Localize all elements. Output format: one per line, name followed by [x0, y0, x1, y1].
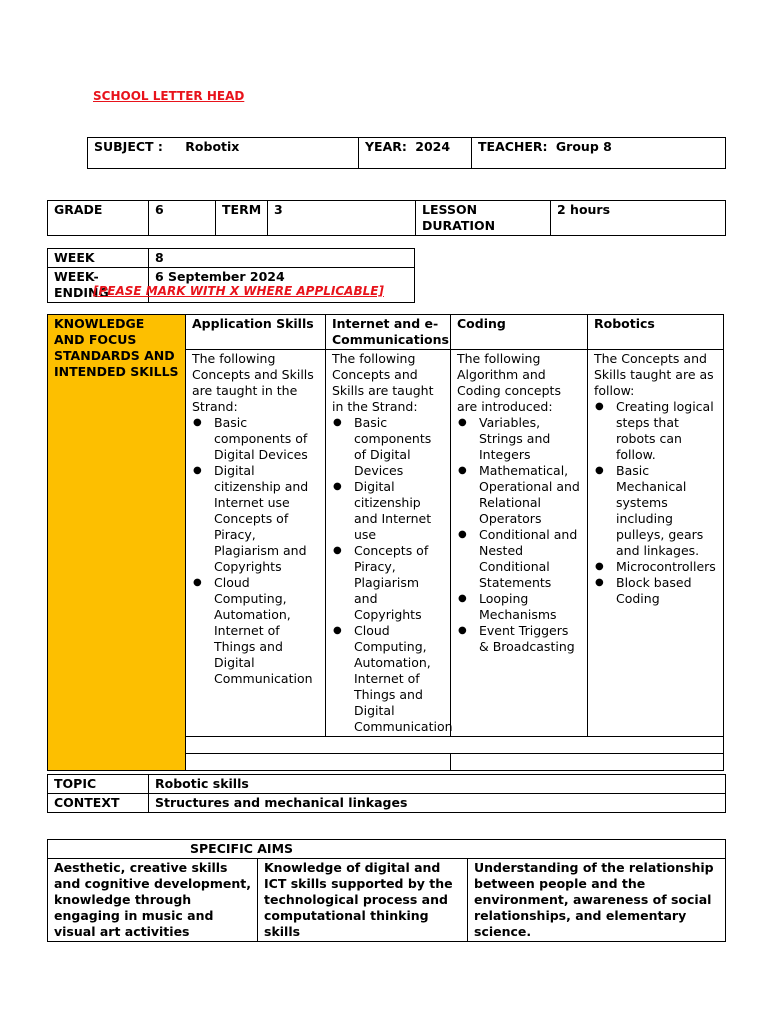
- teacher-cell: [472, 138, 726, 169]
- topic-label: TOPIC: [48, 775, 149, 794]
- topic-value: Robotic skills: [149, 775, 726, 794]
- knowledge-heading: KNOWLEDGE AND FOCUS STANDARDS AND INTENDED SKILLS: [48, 315, 186, 771]
- lesson-duration-label: LESSON DURATION: [416, 201, 551, 236]
- subject-label: SUBJECT :: [94, 139, 163, 154]
- application-list: [192, 415, 319, 687]
- topic-table: [47, 774, 726, 813]
- grade-label: GRADE: [48, 201, 149, 236]
- mark-instruction: [PEASE MARK WITH X WHERE APPLICABLE]: [93, 284, 384, 298]
- aim-item: Knowledge of digital and ICT skills supported by the technological process and computational thinking skills: [258, 859, 468, 942]
- col-title-coding: Coding: [451, 315, 588, 350]
- context-label: CONTEXT: [48, 794, 149, 813]
- list-item: ● Block based Coding: [616, 575, 717, 607]
- week-label: WEEK: [48, 249, 149, 268]
- list-item: ● Cloud Computing, Automation, Internet of Things and Digital Communication: [354, 623, 444, 735]
- col-title-robotics: Robotics: [588, 315, 724, 350]
- list-item: ● Creating logical steps that robots can follow.: [616, 399, 717, 463]
- school-letter-head: SCHOOL LETTER HEAD: [93, 89, 245, 103]
- subject-cell: [88, 138, 359, 169]
- week-ending-label: WEEK-ENDING: [48, 268, 149, 303]
- knowledge-table: [47, 314, 724, 771]
- subject-table: [87, 137, 726, 169]
- context-value: Structures and mechanical linkages: [149, 794, 726, 813]
- week-ending-value: 6 September 2024: [149, 268, 415, 303]
- col-title-internet: Internet and e-Communications: [326, 315, 451, 350]
- list-item: ● Microcontrollers: [616, 559, 717, 575]
- week-value: 8: [149, 249, 415, 268]
- list-item: ● Basic Mechanical systems including pulleys, gears and linkages.: [616, 463, 717, 559]
- term-label: TERM: [216, 201, 268, 236]
- list-item: ● Event Triggers & Broadcasting: [479, 623, 581, 655]
- list-item: ● Variables, Strings and Integers: [479, 415, 581, 463]
- list-item: ● Looping Mechanisms: [479, 591, 581, 623]
- application-skills-cell: [186, 350, 326, 737]
- term-value: 3: [268, 201, 416, 236]
- list-item: ● Concepts of Piracy, Plagiarism and Copyrights: [354, 543, 444, 623]
- teacher-value: Group 8: [555, 139, 612, 154]
- year-value: 2024: [415, 139, 451, 154]
- specific-aims-heading: SPECIFIC AIMS: [48, 840, 726, 859]
- list-item: ● Digital citizenship and Internet use: [354, 479, 444, 543]
- robotics-intro: The Concepts and Skills taught are as follow:: [594, 351, 714, 398]
- year-cell: [359, 138, 472, 169]
- empty-row-cell: [186, 754, 451, 771]
- internet-cell: [326, 350, 451, 737]
- list-item: ● Cloud Computing, Automation, Internet of Things and Digital Communication: [214, 575, 319, 687]
- grade-table: [47, 200, 726, 236]
- internet-intro: The following Concepts and Skills are taught in the Strand:: [332, 351, 434, 414]
- coding-intro: The following Algorithm and Coding concepts are introduced:: [457, 351, 561, 414]
- robotics-cell: [588, 350, 724, 737]
- specific-aims-table: [47, 839, 726, 942]
- subject-value: Robotix: [185, 139, 240, 154]
- list-item: ● Basic components of Digital Devices: [214, 415, 319, 463]
- year-label: YEAR:: [365, 139, 407, 154]
- coding-list: [457, 415, 581, 655]
- col-title-application: Application Skills: [186, 315, 326, 350]
- list-item: ● Conditional and Nested Conditional Statements: [479, 527, 581, 591]
- empty-row-cell: [451, 754, 724, 771]
- teacher-label: TEACHER:: [478, 139, 548, 154]
- robotics-list: [594, 399, 717, 607]
- application-intro: The following Concepts and Skills are taught in the Strand:: [192, 351, 314, 414]
- lesson-duration-value: 2 hours: [551, 201, 726, 236]
- list-item: ● Mathematical, Operational and Relational Operators: [479, 463, 581, 527]
- list-item: ● Basic components of Digital Devices: [354, 415, 444, 479]
- grade-value: 6: [149, 201, 216, 236]
- aim-item: Aesthetic, creative skills and cognitive development, knowledge through engaging in music and visual art activities: [48, 859, 258, 942]
- internet-list: [332, 415, 453, 735]
- coding-cell: [451, 350, 588, 737]
- aim-item: Understanding of the relationship between people and the environment, awareness of social relationships, and elementary science.: [468, 859, 726, 942]
- list-item: ● Digital citizenship and Internet use Concepts of Piracy, Plagiarism and Copyrights: [214, 463, 319, 575]
- empty-row-cell: [186, 737, 724, 754]
